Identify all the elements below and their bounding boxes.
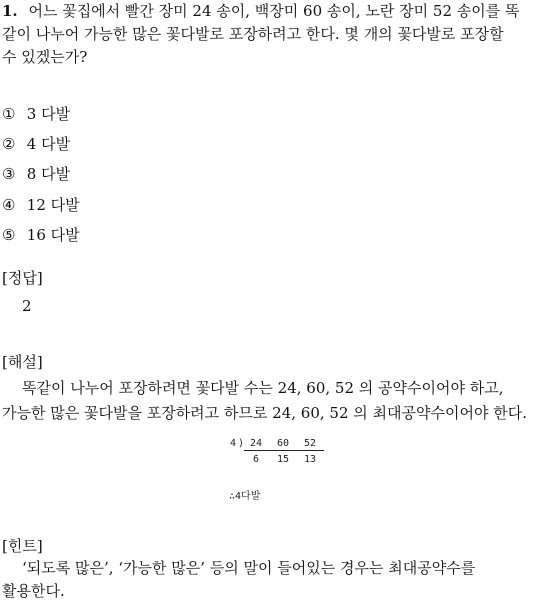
- hint-line-2: 활용한다.: [2, 582, 65, 600]
- calc-bottom-row: [230, 454, 324, 466]
- option-2[interactable]: [2, 134, 70, 154]
- option-4-mark: ④: [2, 196, 16, 214]
- calc-top-row: [230, 438, 324, 451]
- explanation-line-2: 가능한 많은 꽃다발을 포장하려고 하므로 24, 60, 52 의 최대공약수이어야 한다.: [2, 404, 527, 422]
- answer-label: [정답]: [2, 269, 43, 287]
- option-3-text: 8 다발: [26, 165, 71, 183]
- option-4[interactable]: [2, 195, 80, 215]
- option-5-text: 16 다발: [26, 226, 80, 244]
- calc-top-values: [244, 438, 324, 451]
- calc-divisor: 4: [230, 438, 237, 449]
- option-3-mark: ③: [2, 165, 16, 183]
- calc-bottom-2: 15: [276, 454, 290, 465]
- option-4-text: 12 다발: [26, 196, 80, 214]
- question-line-1: [2, 0, 520, 22]
- option-1-mark: ①: [2, 105, 16, 123]
- calc-bracket: ): [238, 438, 245, 449]
- explanation-label: [해설]: [2, 353, 43, 371]
- option-5[interactable]: [2, 225, 80, 245]
- option-1[interactable]: [2, 104, 70, 124]
- calc-result: ∴4다발: [229, 491, 261, 502]
- option-3[interactable]: [2, 164, 70, 184]
- question-text-1: 어느 꽃집에서 빨간 장미 24 송이, 백장미 60 송이, 노란 장미 52 송이를 똑: [28, 2, 520, 20]
- gcd-calculation: [230, 438, 324, 466]
- hint-label: [힌트]: [2, 537, 43, 555]
- option-2-mark: ②: [2, 135, 16, 153]
- option-2-text: 4 다발: [26, 135, 71, 153]
- hint-line-1: ‘되도록 많은’, ‘가능한 많은’ 등의 말이 들어있는 경우는 최대공약수를: [22, 559, 476, 577]
- answer-value: 2: [22, 297, 32, 315]
- explanation-line-1: 똑같이 나누어 포장하려면 꽃다발 수는 24, 60, 52 의 공약수이어야 하고,: [22, 379, 504, 397]
- option-5-mark: ⑤: [2, 226, 16, 244]
- option-1-text: 3 다발: [26, 105, 71, 123]
- calc-top-1: 24: [249, 438, 263, 449]
- question-number: 1.: [2, 2, 18, 20]
- calc-bottom-3: 13: [303, 454, 317, 465]
- calc-top-2: 60: [276, 438, 290, 449]
- calc-top-3: 52: [303, 438, 317, 449]
- question-line-2: 같이 나누어 가능한 많은 꽃다발로 포장하려고 한다. 몇 개의 꽃다발로 포장할: [2, 25, 504, 43]
- question-line-3: 수 있겠는가?: [2, 48, 88, 66]
- calc-bottom-1: 6: [252, 454, 260, 465]
